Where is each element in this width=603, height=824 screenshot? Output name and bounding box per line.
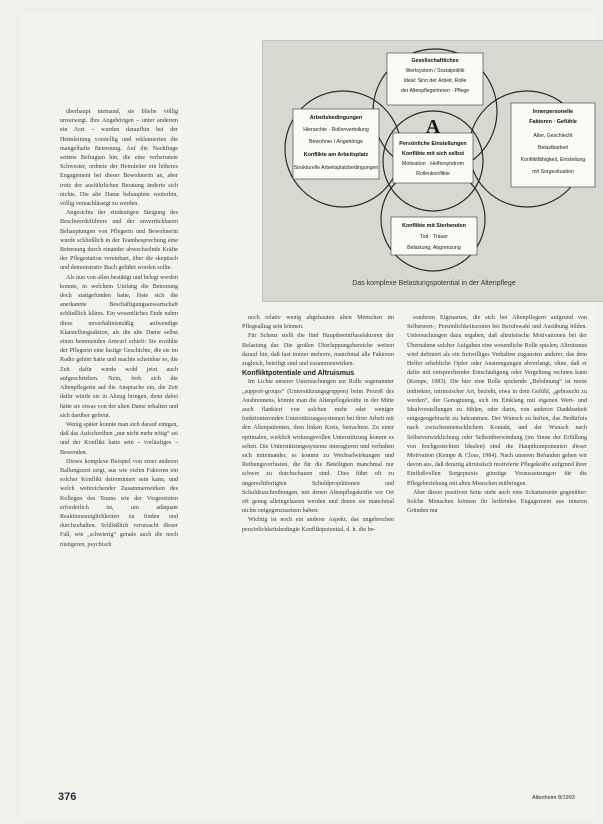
document-page — [22, 14, 597, 818]
paragraph: Als nun von allen bestätigt und belegt werden konnte, in welchem Umfang die Betreuung doch stattgefunden hatte, löste sich die anerkannte Beschäftigungsanwartschaft schließlich kläres. Ein wesentliches Ende nahm diese unverhältnismäßig aufwendige Klarstellungsaktion, als die alte Dame selbst einen hemmenden Anwurf erhielt: Sie erzählte der Pflegerin eine lustige Geschichte, die sie im Radio gehört hatte und machte scheinbar so, die Zeit dafür werde wohl jetzt auch aufgeschrieben. Nein, froh sich die Altenpflegerin auf die Ansprache ein, die Zeit dafür würde sie in Abzug bringen, denn dabei hätte sie etwas von der alten Dame erhalten und sich darüber gefreut. — [60, 274, 178, 419]
section-heading: Konfliktpotentiale und Altruismus — [242, 370, 355, 378]
left-box-line-1: Arbeitsbedingungen — [309, 115, 363, 121]
paragraph: Wenig später konnte man sich darauf einigen, daß das Aufschreiben „nur nicht mehr nötig“ sei und der Konflikt hatte sein – vorläufiges – Bewenden. — [60, 421, 178, 456]
left-box-line-5: Strukturelle Arbeitsplatzbedingungen — [293, 165, 379, 171]
top-box-line-4: der Altenpflegerinnen · Pflege — [400, 88, 470, 94]
left-box-line-2: Hierarchie · Rollenverteilung — [303, 127, 369, 133]
page-number: 376 — [58, 791, 77, 803]
paragraph: noch relativ wenig abgebauten alten Menschen im Pflegealltag sein können. — [242, 315, 394, 331]
figure-caption: Das komplexe Belastungspotential in der Altenpflege — [352, 280, 516, 287]
text-column-middle — [242, 314, 394, 535]
paragraph: Angesichts der eindeutigen Steigung des Beschwerdeführers und der unverrückbaren Behauptungen von Pflegerin und Bewohnerin wurde schließlich in der Teambesprechung eine Betreuung durch einander abwechselnde Kräfte der Pflegestation vereinbart, über die skeptisch und demonstrativ Buch geführt worden sollte. — [60, 210, 178, 272]
bottom-box-line-2: Tod · Trauer — [420, 234, 448, 240]
paragraph: Für Schenz stellt die fünf Hauptbeeinflussfaktoren der Belastung dar. Die großen Überlappungsbereiche weisen darauf hin, daß fast immer mehrere, manchmal alle Faktoren zugleich, beteiligt sind und zusammenwirken. — [242, 333, 394, 368]
paragraph: Dieses komplexe Beispiel von einer anderen Ballungszeit zeigt, aus wie vielen Faktoren ein solcher Konflikt determiniert sein kann, und welch weitreichender Zusammenwirken des Kollegen des Teams wie der Vorgesetzten erforderlich ist, um adäquate Reaktionsmöglichkeiten zu finden und durchzuhalten. Schließlich verursacht dieser Fall, wie „schwierig“ gerade auch die noch rüstigeren, psychisch — [60, 458, 178, 548]
center-box-line-2: Konflikte mit sich selbst — [401, 151, 465, 157]
paragraph: Wichtig ist noch ein anderer Aspekt, das ungebrochen persönlichkeitsbedingte Konfliktpotential, d. h. die be- — [242, 517, 394, 533]
center-box-line-3: Motivation · Helfersyndrom — [402, 161, 464, 167]
bottom-box-line-3: Belastung, Abgrenzung — [407, 245, 461, 251]
top-box-line-2: Wertsystem / Sozialpolitik — [405, 68, 465, 74]
right-box-line-5: Konfliktfähigkeit, Einstellung — [520, 157, 586, 163]
center-box-line-4: Rollenkonflikte — [416, 171, 450, 177]
text-column-left — [60, 108, 178, 550]
right-box-line-2: Faktoren · Gefühle — [529, 119, 577, 125]
paragraph: Im Lichte unserer Untersuchungen zur Rolle sogenannter „support-groups“ (Unterstützungsgruppen) beim Prozeß des Ausbrennens, könnte man die Altenpflegekräfte in der Mitte auch flankiert von solchen mehr oder weniger funktionierenden Unterstützungssystemen bei ihrer Arbeit mit den Altenpatienten, dem linken Kreis, betrachten. Zu einer optimalen, wirklich wirkungsvollen Unterstützung kommt es selten. Die Unterstützungssysteme interagieren und verhalten sich miteinander, es kommt zu Wechselwirkungen und Reibungsverlusten, die für die Beteiligten manchmal nur schwer zu durchschauen sind. Dies führt oft zu ungerechtfertigten Schuldprojektionen und Schuldzuschreibungen, mit denen Altenpflegekräfte vor Ort oft genug alleingelassen werden und denen sie manchmal nichts entgegenzusetzen haben. — [242, 379, 394, 515]
right-box-line-4: Belastbarkeit — [538, 145, 568, 151]
center-letter: A — [425, 116, 441, 138]
journal-reference: Altenheim 8/1993 — [532, 795, 575, 801]
right-box-line-6: mit Sorgesituation — [532, 169, 574, 175]
right-box-line-1: Innerpersonelle — [532, 109, 574, 115]
top-box-line-3: Ideal: Sinn der Arbeit, Rolle — [403, 78, 467, 84]
left-box-line-3: Bewohner / Angehörige — [309, 139, 363, 145]
left-box-line-4: Konflikte am Arbeitsplatz — [303, 152, 369, 158]
venn-diagram-graphic — [263, 41, 603, 301]
right-box-line-3: Alter, Geschlecht — [533, 133, 573, 139]
paragraph: überhaupt niemand, sie bliebe völlig unversorgt. Ihre Angehörigen – unter anderem ein Arzt – wurden daraufhin bei der Heimleitung vorstellig und reklamierten die mangelhafte Betreuung. Auf die Nachfrage seitens Befragten hin, die eine verheiratete Schwester, ordnete der Heimleiter ein höheres Engagement bei dieser Bewohnerin an, aber trotz der ausführlichen Beratung änderte sich nichts. Die alte Dame behauptete weiterhin, völlig vernachlässigt zu werden. — [60, 109, 178, 208]
text-column-right — [407, 314, 587, 516]
bottom-box-line-1: Konflikte mit Sterbenden — [402, 223, 466, 229]
belastung-diagram — [262, 40, 603, 302]
paragraph: sonderen Eigenarten, die sich bei Altenpflegern aufgrund von Selbstwert-, Persönlichkeitszonen bei Berufswahl und Ausübung bilden. Untersuchungen dazu ergaben, daß altruistische Motivationen bei der Übernahme solcher Aufgaben eine wesentliche Rolle spielen; Altruismus wird definiert als ein freiwilliges Verhalten zugunsten anderer, das dem Helfer erhebliche Opfer oder Anstrengungen abverlangt, ohne, daß er dafür mit entsprechender Entschädigung oder Vergeltung rechnen kann (Kempe, 1983). Die hier eine Rolle spielende „Belohnung“ ist meist indirekter, intrinsischer Art, bezieht, etwa in dem Gefühl, „gebraucht zu werden“, der Genugtuung, sich im Einklang mit eigenen Wert- und Idealvorstellungen zu fühlen, oder darin, von anderen Dankbarkeit entgegengebracht zu bekommen. Der Wunsch zu helfen, das Bedürfnis nach zwischenmenschlichem Kontakt, und der Wunsch nach Selbstverwirklichung oder Selbstüberwindung (im Sinne der Erfüllung von hochgesteckten Idealen) sind die Hauptkomponenten dieser Motivation (Kempe & Closs, 1984). Nach unseren Befunden gehen wir davon aus, daß derartig altruistisch motivierte Pflegekräfte aufgrund ihrer Einflußvollen Sorgepraxis günstige Voraussetzungen für die Pflegebeziehung mit alten Menschen mitbringen. — [407, 315, 587, 487]
top-box-line-1: Gesellschaftliches — [411, 58, 459, 64]
center-box-line-1: Persönliche Einstellungen — [399, 141, 467, 147]
paragraph: Aber dieser positiven Seite steht auch eine Schattenseite gegenüber: Solche Menschen können ihr hoffendes Engagement aus inneren Gründen nur — [407, 489, 587, 515]
